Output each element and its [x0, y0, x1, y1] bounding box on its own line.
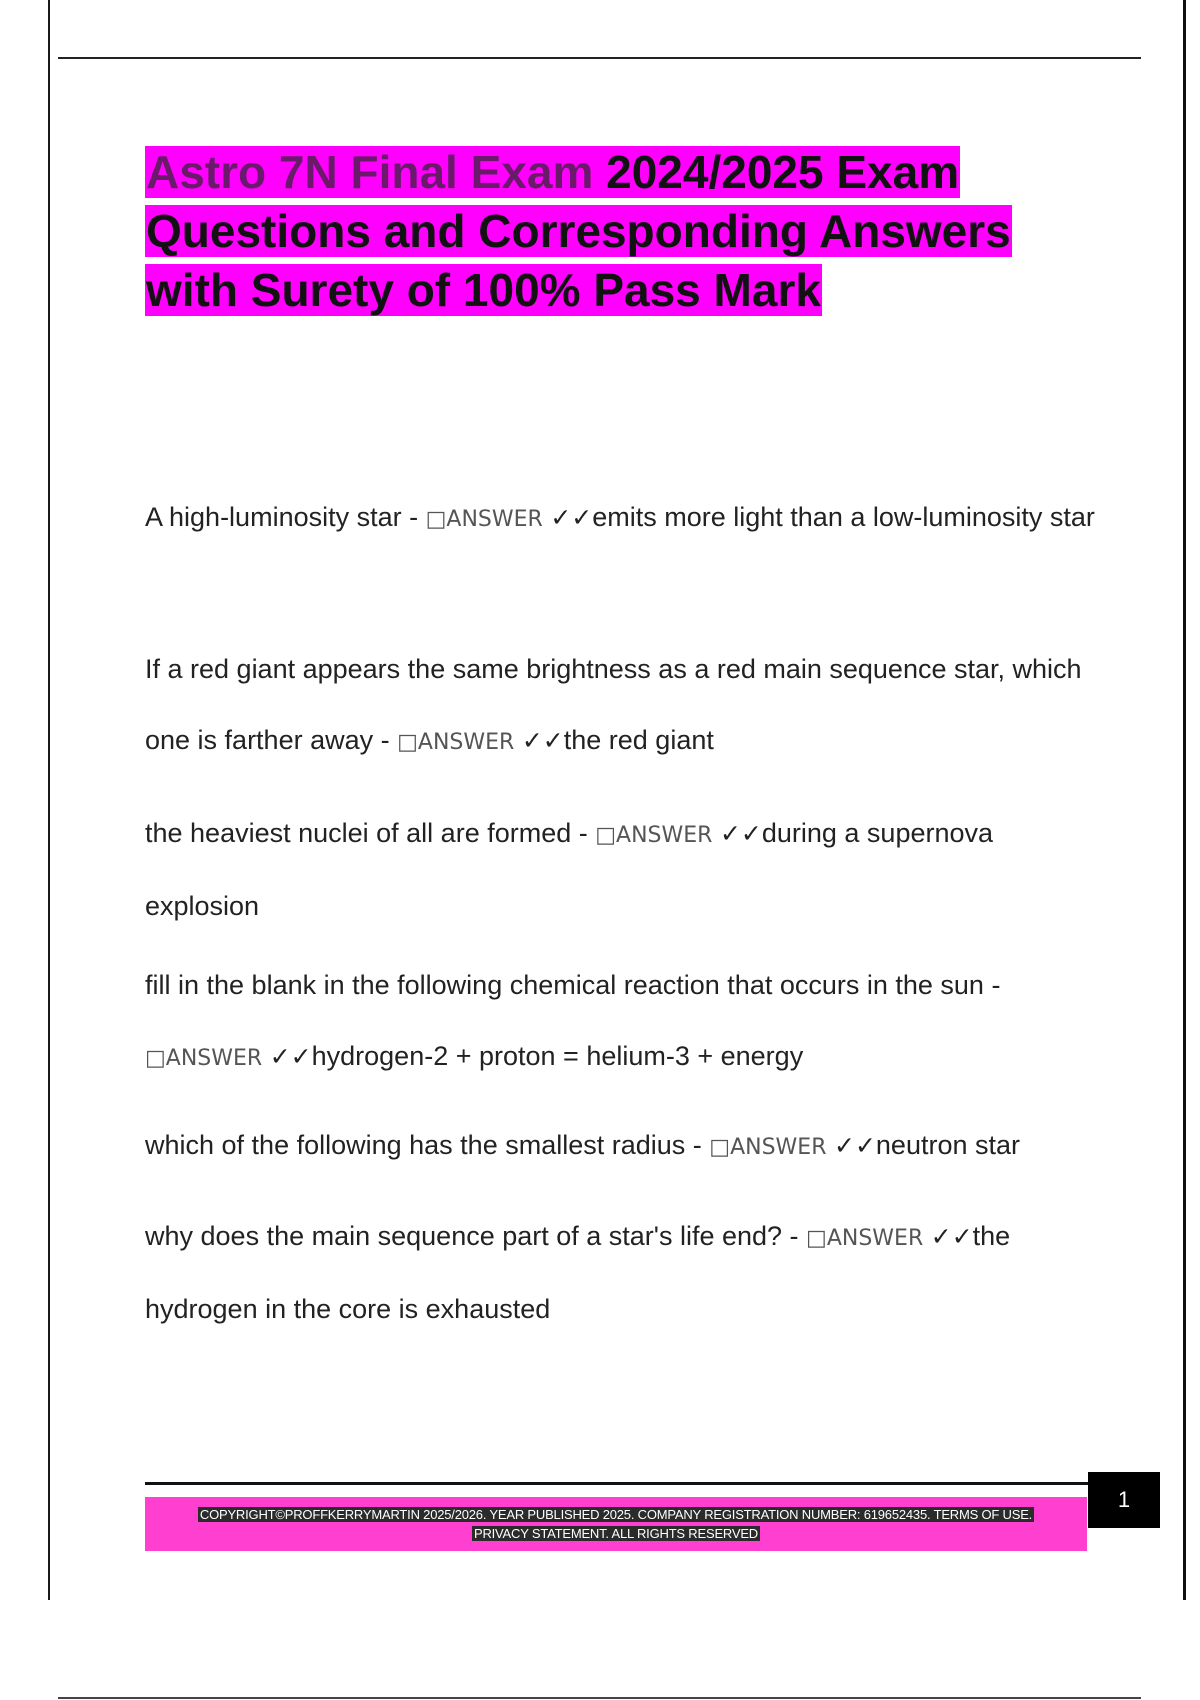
- document-title: [145, 143, 1085, 320]
- copyright-line-1: COPYRIGHT©PROFFKERRYMARTIN 2025/2026. YEAR PUBLISHED 2025. COMPANY REGISTRATION NUMBER: 619652435. TERMS OF USE.: [199, 1507, 1033, 1522]
- checkmark-icon: ✓✓: [269, 1042, 312, 1071]
- footer-rule: [145, 1482, 1090, 1485]
- page-border-right: [1183, 0, 1186, 1600]
- question-text: fill in the blank in the following chemical reaction that occurs in the sun -: [145, 970, 1001, 1000]
- answer-marker: □ANSWER: [709, 1135, 827, 1160]
- checkmark-icon: ✓✓: [521, 726, 564, 755]
- question-text: why does the main sequence part of a star's life end? -: [145, 1221, 807, 1251]
- qa-item-1: [145, 482, 1105, 555]
- question-text: the heaviest nuclei of all are formed -: [145, 818, 596, 848]
- title-course: Astro 7N Final Exam: [146, 146, 594, 198]
- answer-text: during a supernova explosion: [145, 818, 994, 921]
- answer-marker: □ANSWER: [595, 823, 713, 848]
- page-border-left: [48, 0, 50, 1600]
- copyright-line-2: PRIVACY STATEMENT. ALL RIGHTS RESERVED: [473, 1526, 758, 1541]
- answer-marker: □ANSWER: [425, 507, 543, 532]
- checkmark-icon: ✓✓: [930, 1222, 973, 1251]
- copyright-text: [166, 1505, 1066, 1543]
- question-text: which of the following has the smallest radius -: [145, 1130, 710, 1160]
- qa-item-4: [145, 950, 1105, 1094]
- question-text: A high-luminosity star -: [145, 502, 426, 532]
- answer-text: emits more light than a low-luminosity star: [592, 502, 1095, 532]
- question-text: If a red giant appears the same brightness as a red main sequence star, which one is farther away -: [145, 654, 1082, 755]
- title-rest: 2024/2025 Exam Questions and Corresponding Answers with Surety of 100% Pass Mark: [146, 146, 1011, 316]
- copyright-banner: [145, 1497, 1087, 1551]
- answer-marker: □ANSWER: [145, 1046, 263, 1071]
- qa-item-6: [145, 1201, 1105, 1345]
- answer-text: the hydrogen in the core is exhausted: [145, 1221, 1011, 1324]
- header-rule: [58, 57, 1141, 59]
- answer-marker: □ANSWER: [397, 730, 515, 755]
- checkmark-icon: ✓✓: [719, 819, 762, 848]
- answer-marker: □ANSWER: [806, 1226, 924, 1251]
- qa-item-3: [145, 798, 1105, 942]
- qa-item-5: [145, 1110, 1105, 1183]
- page-number: 1: [1088, 1472, 1160, 1528]
- qa-item-2: [145, 634, 1105, 778]
- checkmark-icon: ✓✓: [834, 1131, 876, 1160]
- answer-text: neutron star: [875, 1130, 1020, 1160]
- next-page-rule: [58, 1697, 1141, 1699]
- answer-text: the red giant: [563, 725, 714, 755]
- answer-text: hydrogen-2 + proton = helium-3 + energy: [311, 1041, 804, 1071]
- checkmark-icon: ✓✓: [550, 503, 593, 532]
